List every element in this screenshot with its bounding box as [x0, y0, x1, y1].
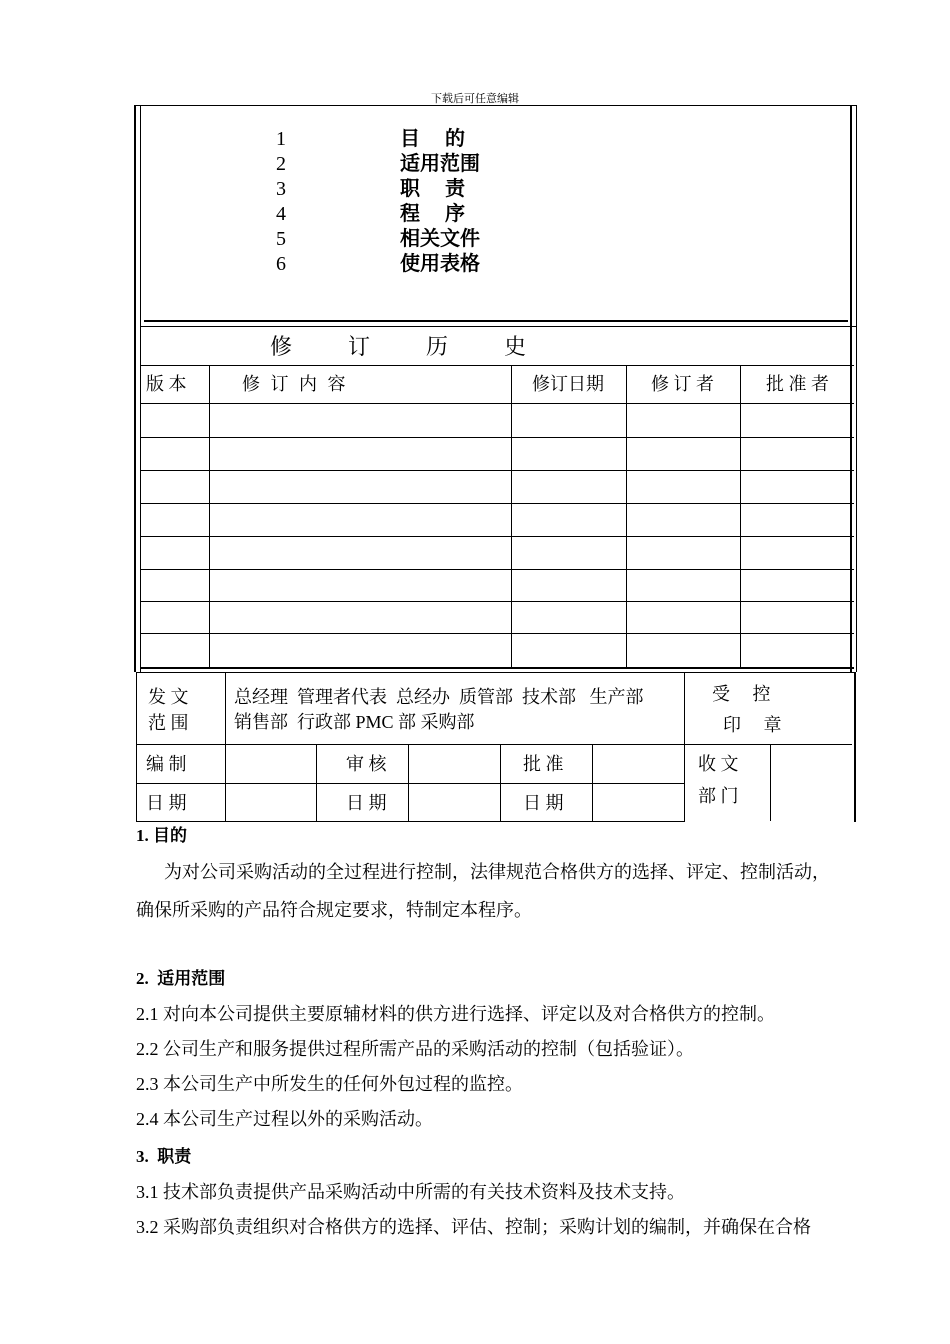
col-reviser: 修 订 者: [651, 374, 714, 394]
paragraph: 2.3 本公司生产中所发生的任何外包过程的监控。: [136, 1074, 523, 1094]
controlled-stamp: 印 章: [723, 715, 782, 735]
compile-label: 编 制: [146, 754, 187, 774]
distribution-label: 范 围: [148, 713, 189, 733]
col-content: 修 订 内 容: [242, 374, 346, 394]
col-date: 修订日期: [532, 374, 604, 394]
col-version: 版 本: [146, 374, 187, 394]
paragraph: 2.2 公司生产和服务提供过程所需产品的采购活动的控制（包括验证）。: [136, 1039, 694, 1059]
distribution-departments: 总经理 管理者代表 总经办 质管部 技术部 生产部: [234, 687, 644, 707]
paragraph: 为对公司采购活动的全过程进行控制，法律规范合格供方的选择、评定、控制活动，: [164, 862, 830, 882]
revision-history-title: 修 订 历 史: [270, 334, 527, 359]
section-1-title: 1. 目的: [136, 826, 187, 845]
paragraph: 3.2 采购部负责组织对合格供方的选择、评估、控制；采购计划的编制，并确保在合格: [136, 1217, 811, 1237]
receiving-dept-label: 部 门: [698, 786, 739, 806]
distribution-departments: 销售部 行政部 PMC 部 采购部: [234, 712, 475, 732]
receiving-dept-label: 收 文: [698, 754, 739, 774]
date-label: 日 期: [146, 793, 187, 813]
paragraph: 确保所采购的产品符合规定要求，特制定本程序。: [136, 900, 532, 920]
col-approver: 批 准 者: [766, 374, 829, 394]
review-label: 审 核: [346, 754, 387, 774]
download-note: 下载后可任意编辑: [431, 93, 519, 105]
distribution-label: 发 文: [148, 687, 189, 707]
paragraph: 2.4 本公司生产过程以外的采购活动。: [136, 1109, 433, 1129]
controlled-stamp: 受 控: [712, 684, 771, 704]
section-3-title: 3. 职责: [136, 1147, 192, 1166]
date-label: 日 期: [523, 793, 564, 813]
date-label: 日 期: [346, 793, 387, 813]
section-2-title: 2. 适用范围: [136, 969, 226, 988]
paragraph: 2.1 对向本公司提供主要原辅材料的供方进行选择、评定以及对合格供方的控制。: [136, 1004, 775, 1024]
paragraph: 3.1 技术部负责提供产品采购活动中所需的有关技术资料及技术支持。: [136, 1182, 685, 1202]
approve-label: 批 准: [523, 754, 564, 774]
